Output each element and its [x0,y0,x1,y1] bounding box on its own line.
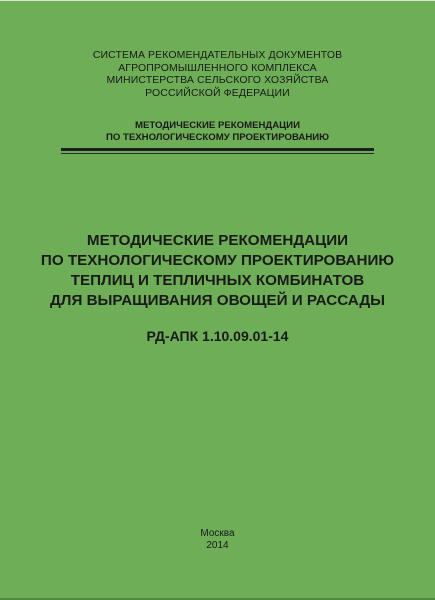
document-code: РД-АПК 1.10.09.01-14 [146,328,289,344]
title-line: ПО ТЕХНОЛОГИЧЕСКОМУ ПРОЕКТИРОВАНИЮ [40,252,395,269]
divider-thick [61,148,374,151]
publication-city: Москва [200,528,235,539]
publication-year: 2014 [206,540,229,551]
document-title [0,231,435,311]
series-line: РОССИЙСКОЙ ФЕДЕРАЦИИ [145,86,290,99]
series-line: АГРОПРОМЫШЛЕННОГО КОМПЛЕКСА [118,61,317,74]
title-line: ТЕПЛИЦ И ТЕПЛИЧНЫХ КОМБИНАТОВ [70,272,365,289]
subseries-heading [0,120,435,144]
series-line: СИСТЕМА РЕКОМЕНДАТЕЛЬНЫХ ДОКУМЕНТОВ [92,49,343,61]
series-heading [0,49,435,99]
divider-thin [61,153,374,154]
title-line: ДЛЯ ВЫРАЩИВАНИЯ ОВОЩЕЙ И РАССАДЫ [49,292,386,309]
title-line: МЕТОДИЧЕСКИЕ РЕКОМЕНДАЦИИ [86,232,349,249]
subseries-line: МЕТОДИЧЕСКИЕ РЕКОМЕНДАЦИИ [135,120,300,131]
publication-info [0,528,435,552]
series-line: МИНИСТЕРСТВА СЕЛЬСКОГО ХОЗЯЙСТВА [106,74,329,87]
subseries-line: ПО ТЕХНОЛОГИЧЕСКОМУ ПРОЕКТИРОВАНИЮ [105,132,330,143]
